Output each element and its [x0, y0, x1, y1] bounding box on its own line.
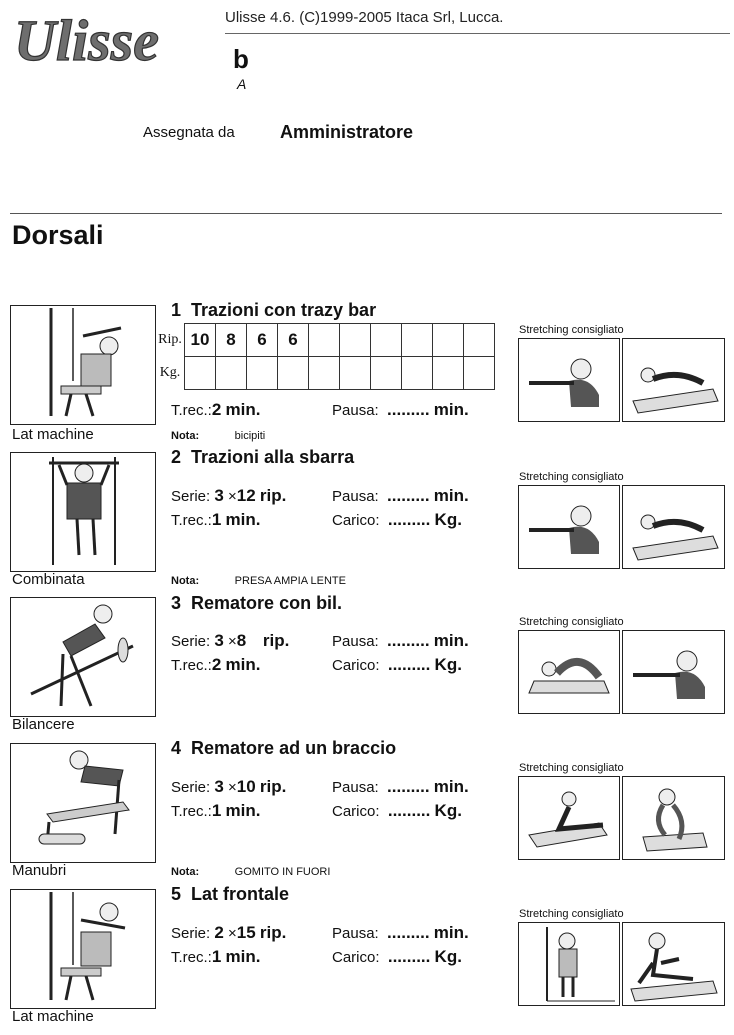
times-sign: ×: [228, 925, 237, 942]
rest-time-label: T.rec.:: [171, 949, 212, 966]
pause-unit: min.: [433, 923, 469, 942]
grid-cell[interactable]: 10: [185, 324, 216, 357]
grid-cell[interactable]: [340, 324, 371, 357]
note-label: Nota:: [171, 866, 200, 878]
sets-label: Serie:: [171, 925, 211, 942]
exercise-note: [171, 426, 265, 444]
rest-time: [171, 801, 260, 821]
grid-label-rip: Rip.: [156, 324, 185, 357]
pause-field: [332, 777, 469, 797]
stretch-illustration: [622, 485, 725, 569]
note-value: PRESA AMPIA LENTE: [234, 575, 346, 587]
exercise-title: [171, 884, 289, 905]
pause-label: Pausa:: [332, 402, 379, 419]
sets-reps: [171, 923, 286, 943]
rest-time-label: T.rec.:: [171, 803, 212, 820]
reps-value: 12: [236, 486, 256, 505]
rest-time-label: T.rec.:: [171, 657, 212, 674]
load-field: [332, 947, 462, 967]
reps-weights-grid: [156, 323, 495, 390]
exercise-number: 3: [171, 593, 182, 613]
load-blank[interactable]: .........: [387, 655, 431, 674]
equipment-label: Bilancere: [12, 716, 75, 733]
note-label: Nota:: [171, 575, 200, 587]
exercise-number: 2: [171, 447, 182, 467]
grid-cell[interactable]: [216, 357, 247, 390]
load-label: Carico:: [332, 657, 380, 674]
sets-label: Serie:: [171, 779, 211, 796]
exercise-note: [171, 862, 330, 880]
barbell-illustration: [10, 597, 156, 717]
load-blank[interactable]: .........: [387, 947, 431, 966]
load-blank[interactable]: .........: [387, 510, 431, 529]
sets-label: Serie:: [171, 488, 211, 505]
reps-value: 10: [236, 777, 256, 796]
sets-value: 3: [214, 486, 224, 505]
stretch-illustration: [518, 338, 620, 422]
reps-unit: rip.: [262, 631, 290, 650]
assigned-by-value: Amministratore: [280, 122, 414, 142]
load-field: [332, 801, 462, 821]
grid-cell[interactable]: [309, 324, 340, 357]
exercise-name: Rematore ad un braccio: [191, 738, 397, 758]
reps-value: 15: [236, 923, 256, 942]
pause-blank[interactable]: .........: [387, 777, 430, 796]
reps-unit: rip.: [259, 486, 287, 505]
stretch-illustration: [622, 630, 725, 714]
lat-machine-illustration: [10, 305, 156, 425]
stretch-illustration: [622, 338, 725, 422]
rest-time-unit: min.: [225, 400, 261, 419]
stretch-label: Stretching consigliato: [519, 471, 624, 483]
load-field: [332, 655, 462, 675]
rest-time-unit: min.: [225, 510, 261, 529]
sets-value: 2: [214, 923, 224, 942]
rest-time-value: 1: [211, 510, 222, 529]
rest-time-label: T.rec.:: [171, 512, 212, 529]
exercise-name: Trazioni con trazy bar: [191, 300, 377, 320]
grid-cell[interactable]: [309, 357, 340, 390]
load-label: Carico:: [332, 803, 380, 820]
load-unit: Kg.: [434, 947, 462, 966]
stretch-label: Stretching consigliato: [519, 324, 624, 336]
grid-cell[interactable]: 6: [247, 324, 278, 357]
pause-unit: min.: [433, 631, 469, 650]
pause-label: Pausa:: [332, 633, 379, 650]
load-unit: Kg.: [434, 801, 462, 820]
pause-label: Pausa:: [332, 488, 379, 505]
reps-value: 8: [236, 631, 247, 650]
load-label: Carico:: [332, 949, 380, 966]
equipment-label: Lat machine: [12, 1008, 94, 1025]
grid-cell[interactable]: 8: [216, 324, 247, 357]
note-value: GOMITO IN FUORI: [234, 866, 331, 878]
load-field: [332, 510, 462, 530]
grid-label-kg: Kg.: [156, 357, 185, 390]
grid-cell[interactable]: [433, 324, 464, 357]
stretch-illustration: [622, 922, 725, 1006]
times-sign: ×: [228, 488, 237, 505]
grid-cell[interactable]: [340, 357, 371, 390]
stretch-label: Stretching consigliato: [519, 616, 624, 628]
grid-cell[interactable]: [433, 357, 464, 390]
app-title: Ulisse 4.6. (C)1999-2005 Itaca Srl, Lucca.: [225, 9, 504, 26]
sets-reps: [171, 631, 289, 651]
dumbbell-illustration: [10, 743, 156, 863]
rest-time: [171, 400, 260, 420]
header-divider: [225, 33, 730, 34]
grid-cell[interactable]: [371, 324, 402, 357]
sets-value: 3: [214, 631, 224, 650]
load-unit: Kg.: [434, 510, 462, 529]
pause-field: [332, 400, 469, 420]
rest-time-value: 1: [211, 801, 222, 820]
sets-label: Serie:: [171, 633, 211, 650]
stretch-illustration: [518, 485, 620, 569]
sets-value: 3: [214, 777, 224, 796]
exercise-title: [171, 300, 376, 321]
grid-cell[interactable]: [371, 357, 402, 390]
exercise-name: Trazioni alla sbarra: [191, 447, 355, 467]
equipment-label: Lat machine: [12, 426, 94, 443]
pause-blank[interactable]: .........: [387, 923, 430, 942]
pause-field: [332, 923, 469, 943]
section-title: Dorsali: [12, 220, 104, 250]
program-name: b: [233, 44, 249, 74]
exercise-name: Lat frontale: [191, 884, 290, 904]
rest-time-label: T.rec.:: [171, 402, 212, 419]
section-divider: [10, 213, 722, 214]
pause-blank[interactable]: .........: [387, 486, 430, 505]
svg-text:Ulisse: Ulisse: [14, 8, 159, 73]
ulisse-logo: [12, 4, 212, 74]
rest-time-unit: min.: [225, 655, 261, 674]
rest-time: [171, 655, 260, 675]
grid-cell[interactable]: [402, 324, 433, 357]
equipment-label: Manubri: [12, 862, 67, 879]
rest-time: [171, 947, 260, 967]
equipment-label: Combinata: [12, 571, 85, 588]
times-sign: ×: [228, 633, 237, 650]
pause-blank[interactable]: .........: [387, 631, 430, 650]
pause-unit: min.: [433, 777, 469, 796]
grid-cell[interactable]: [402, 357, 433, 390]
pause-unit: min.: [433, 486, 469, 505]
grid-cell[interactable]: [464, 324, 495, 357]
stretch-illustration: [518, 630, 620, 714]
note-value: bicipiti: [234, 430, 266, 442]
exercise-title: [171, 593, 342, 614]
grid-cell[interactable]: 6: [278, 324, 309, 357]
reps-unit: rip.: [259, 777, 287, 796]
sets-reps: [171, 486, 286, 506]
grid-row-kg: [156, 357, 495, 390]
exercise-title: [171, 738, 396, 759]
program-subtitle: A: [237, 76, 247, 92]
pause-label: Pausa:: [332, 779, 379, 796]
rest-time-value: 2: [211, 400, 222, 419]
assigned-by-label: Assegnata da: [143, 124, 235, 141]
stretch-label: Stretching consigliato: [519, 762, 624, 774]
load-label: Carico:: [332, 512, 380, 529]
rest-time: [171, 510, 260, 530]
rest-time-value: 1: [211, 947, 222, 966]
pause-field: [332, 486, 469, 506]
grid-cell[interactable]: [278, 357, 309, 390]
exercise-number: 5: [171, 884, 182, 904]
stretch-label: Stretching consigliato: [519, 908, 624, 920]
stretch-illustration: [518, 776, 620, 860]
grid-cell[interactable]: [247, 357, 278, 390]
exercise-number: 4: [171, 738, 182, 758]
stretch-illustration: [622, 776, 725, 860]
pause-unit: min.: [433, 400, 469, 419]
exercise-name: Rematore con bil.: [191, 593, 343, 613]
exercise-note: [171, 571, 346, 589]
reps-unit: rip.: [259, 923, 287, 942]
exercise-title: [171, 447, 354, 468]
times-sign: ×: [228, 779, 237, 796]
sets-reps: [171, 777, 286, 797]
stretch-illustration: [518, 922, 620, 1006]
pause-label: Pausa:: [332, 925, 379, 942]
lat-machine-illustration: [10, 889, 156, 1009]
pause-field: [332, 631, 469, 651]
rest-time-unit: min.: [225, 801, 261, 820]
load-unit: Kg.: [434, 655, 462, 674]
combined-machine-illustration: [10, 452, 156, 572]
grid-row-rip: [156, 324, 495, 357]
grid-cell[interactable]: [185, 357, 216, 390]
pause-blank[interactable]: .........: [387, 400, 430, 419]
load-blank[interactable]: .........: [387, 801, 431, 820]
note-label: Nota:: [171, 430, 200, 442]
exercise-number: 1: [171, 300, 182, 320]
grid-cell[interactable]: [464, 357, 495, 390]
rest-time-value: 2: [211, 655, 222, 674]
rest-time-unit: min.: [225, 947, 261, 966]
